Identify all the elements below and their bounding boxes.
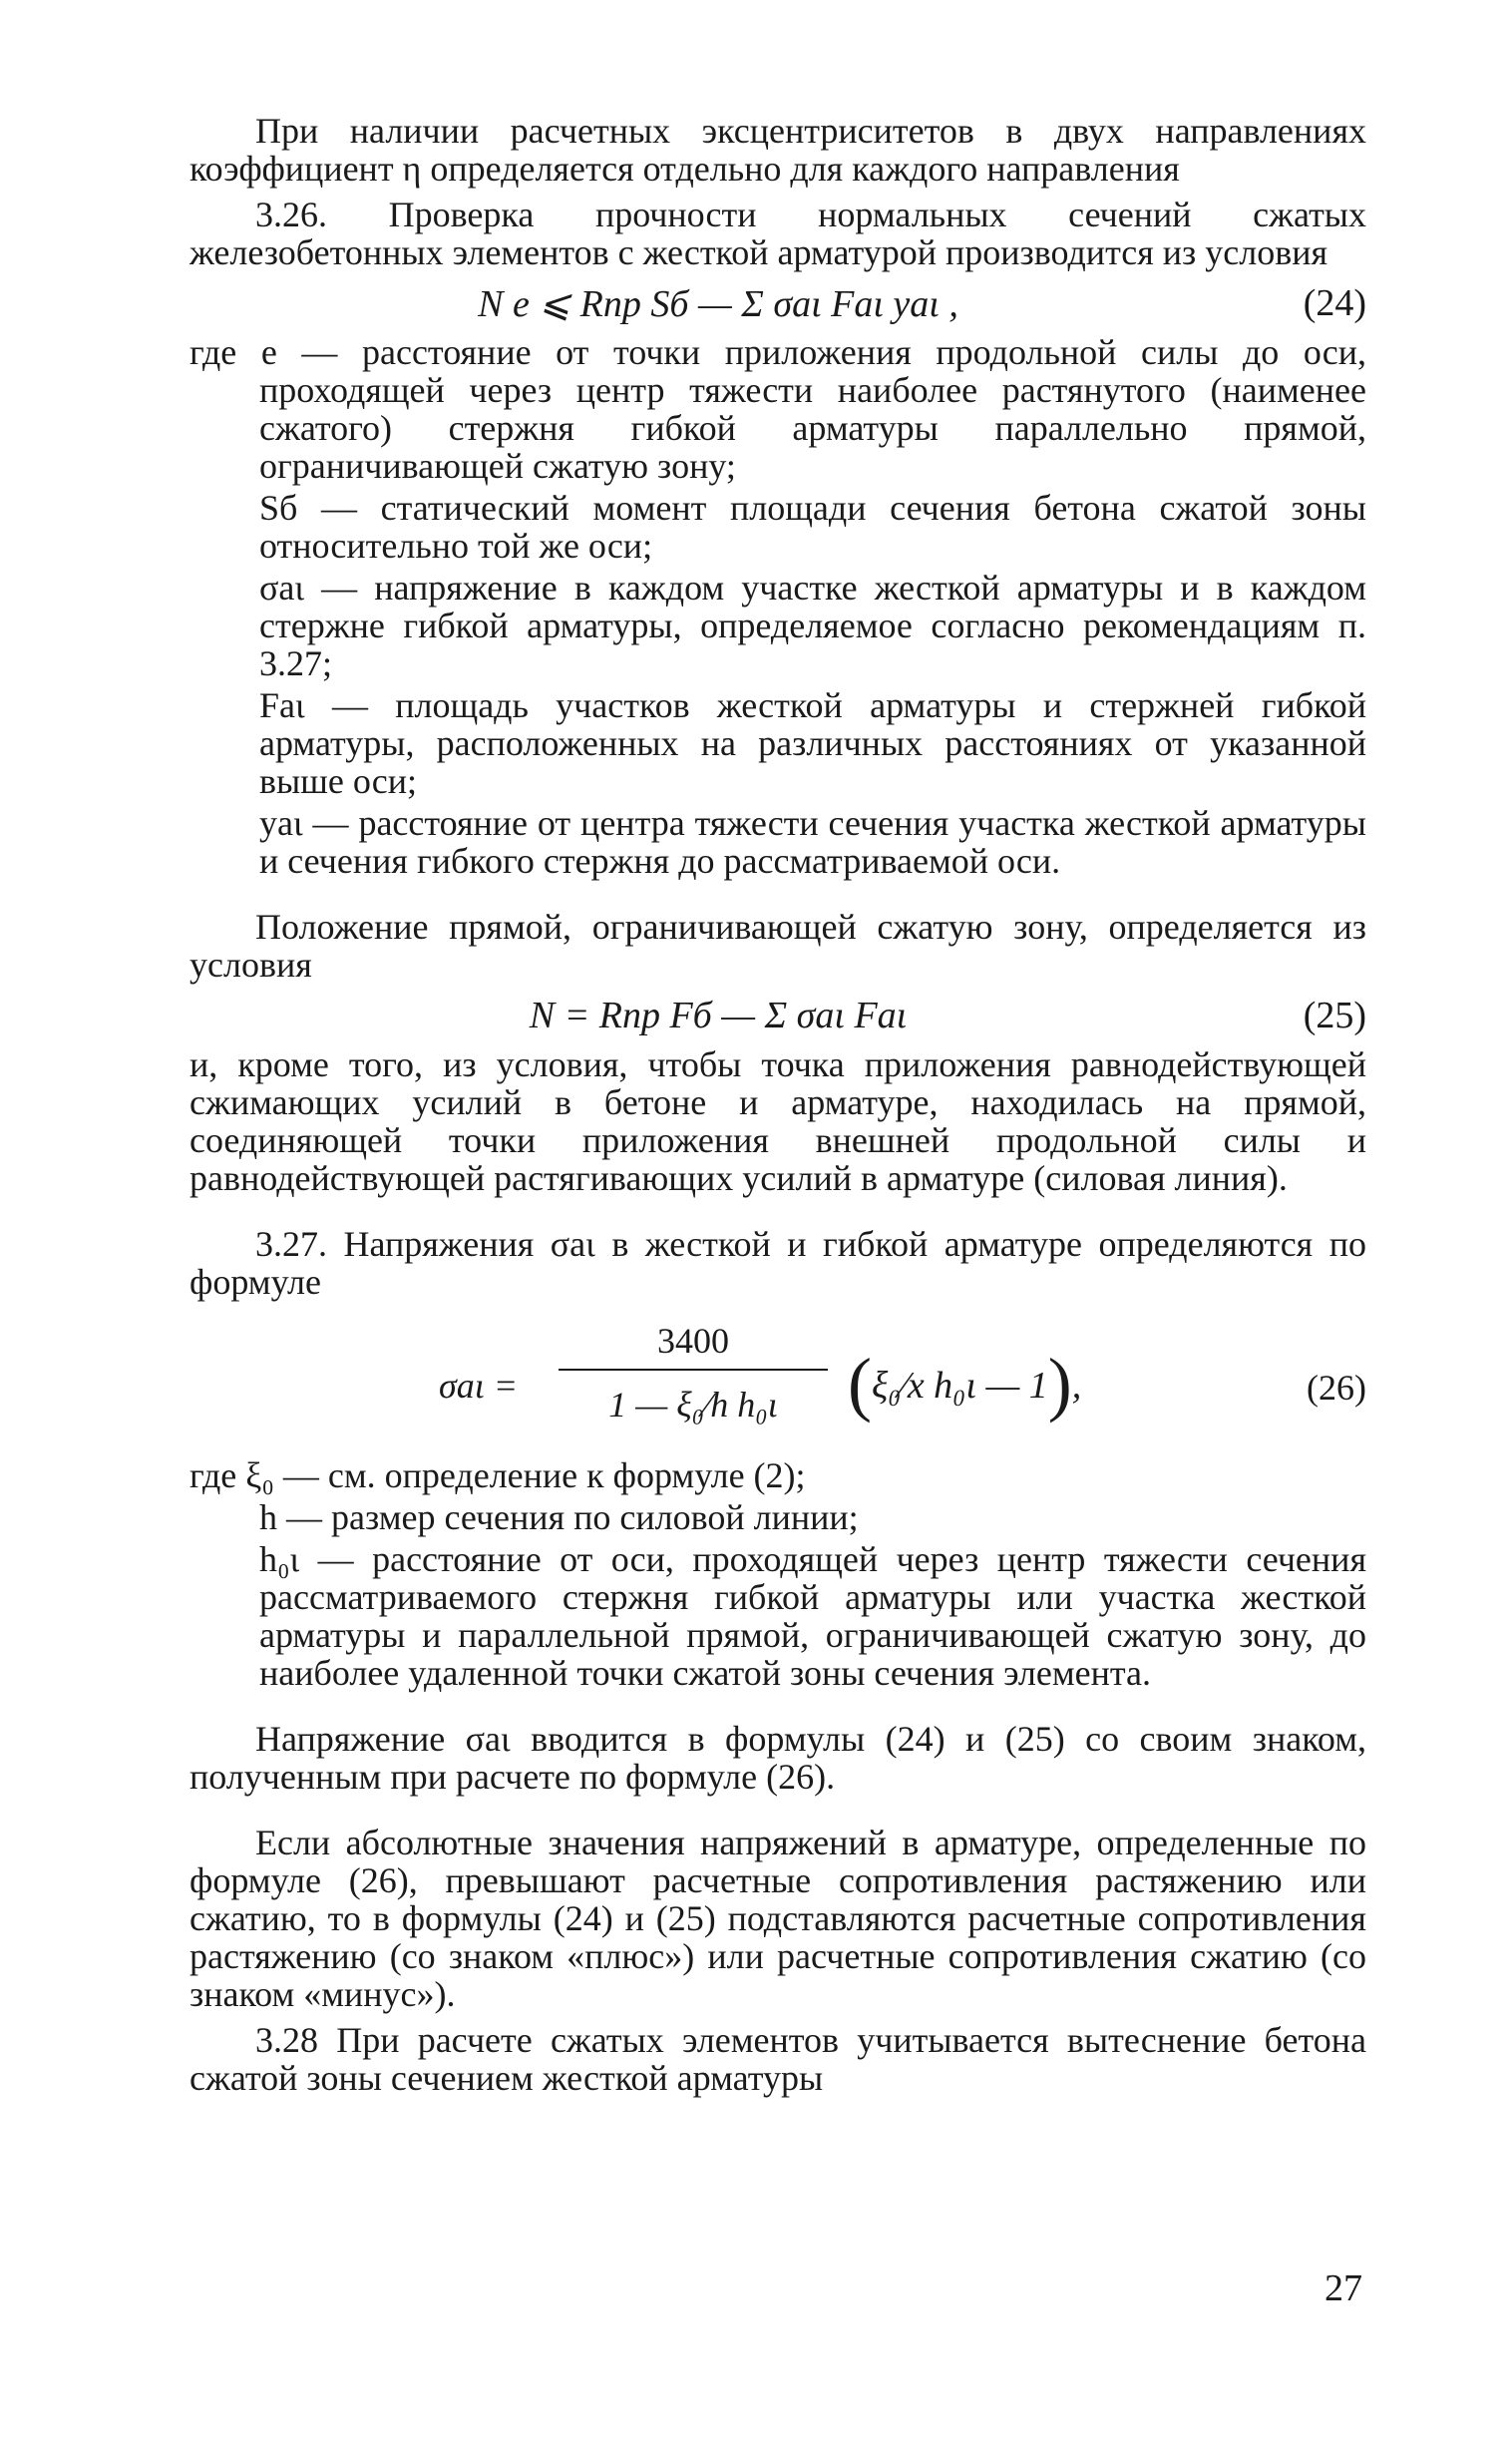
definition-sigma: σaι — напряжение в каждом участке жесткой арматуры и в каждом стержне гибкой арматуры, определяемое согласно рекомендациям п. 3.27; (259, 568, 1366, 683)
page-number: 27 (1324, 2267, 1362, 2309)
definition-y: yaι — расстояние от центра тяжести сечения участка жесткой арматуры и сечения гибкого стержня до рассматриваемой оси. (259, 803, 1366, 881)
formula-26 (189, 1317, 1366, 1456)
formula-26-number: (26) (1307, 1368, 1366, 1408)
formula-25-number: (25) (1303, 995, 1366, 1036)
definition-s: Sб — статический момент площади сечения бетона сжатой зоны относительно той же оси; (259, 488, 1366, 566)
paragraph-force-line: и, кроме того, из условия, чтобы точка приложения равнодействующей сжимающих усилий в бетоне и арматуре, находилась на прямой, соединяющей точки приложения внешней продольной силы и равнодействующей растягивающих усилий в арматуре (силовая линия). (189, 1044, 1366, 1198)
formula-26-parenthesis: (ξ₀⁄x h₀ι — 1), (848, 1344, 1082, 1424)
paragraph-3-26: 3.26. Проверка прочности нормальных сечений сжатых железобетонных элементов с жесткой арматурой производится из условия (189, 195, 1366, 272)
definition-xi: где ξ₀ — см. определение к формуле (2); (189, 1455, 806, 1495)
paragraph-line-position: Положение прямой, ограничивающей сжатую зону, определяется из условия (189, 907, 1366, 985)
definition-e: где e — расстояние от точки приложения продольной силы до оси, проходящей через центр тяжести наиболее растянутого (наименее сжатого) стержня гибкой арматуры параллельно прямой, ограничивающей сжатую зону; (189, 332, 1366, 486)
formula-25-expression: N = Rпр Fб — Σ σaι Faι (529, 995, 908, 1036)
definition-h: h — размер сечения по силовой линии; (259, 1497, 859, 1537)
formula-26-lhs: σaι = (439, 1366, 519, 1406)
left-paren-glyph: ( (848, 1344, 872, 1424)
right-paren-glyph: ) (1047, 1344, 1072, 1424)
formula-25 (189, 988, 1366, 1045)
definition-f: Faι — площадь участков жесткой арматуры и стержней гибкой арматуры, расположенных на различных расстояниях от указанной выше оси; (259, 685, 1366, 801)
paragraph-3-27: 3.27. Напряжения σaι в жесткой и гибкой арматуре определяются по формуле (189, 1224, 1366, 1302)
formula-24 (189, 275, 1366, 333)
formula-26-denominator: 1 — ξ₀⁄h h₀ι (608, 1385, 778, 1425)
page-body (189, 112, 1366, 2097)
paragraph-absolute-values: Если абсолютные значения напряжений в арматуре, определенные по формуле (26), превышают расчетные сопротивления растяжению или сжатию, то в формулы (24) и (25) подставляются расчетные сопротивления растяжению (со знаком «плюс») или расчетные сопротивления сжатию (со знаком «минус»). (189, 1823, 1366, 2014)
paragraph-eccentricity: При наличии расчетных эксцентриситетов в двух направлениях коэффициент η определяется отдельно для каждого направления (189, 111, 1366, 189)
formula-26-fraction (559, 1317, 828, 1434)
formula-26-numerator: 3400 (657, 1321, 729, 1361)
paragraph-3-28: 3.28 При расчете сжатых элементов учитывается вытеснение бетона сжатой зоны сечением жесткой арматуры (189, 2020, 1366, 2098)
paragraph-stress-sign: Напряжение σaι вводится в формулы (24) и (25) со своим знаком, полученным при расчете по формуле (26). (189, 1719, 1366, 1797)
formula-24-number: (24) (1303, 282, 1366, 324)
fraction-bar (559, 1369, 828, 1371)
definition-h0: h₀ι — расстояние от оси, проходящей через центр тяжести сечения рассматриваемого стержня гибкой арматуры или участка жесткой арматуры и параллельной прямой, ограничивающей сжатую зону, до наиболее удаленной точки сжатой зоны сечения элемента. (259, 1539, 1366, 1693)
formula-26-paren-content: ξ₀⁄x h₀ι — 1 (871, 1365, 1048, 1407)
formula-24-expression: N e ⩽ Rпр Sб — Σ σaι Faι yaι , (478, 283, 958, 325)
